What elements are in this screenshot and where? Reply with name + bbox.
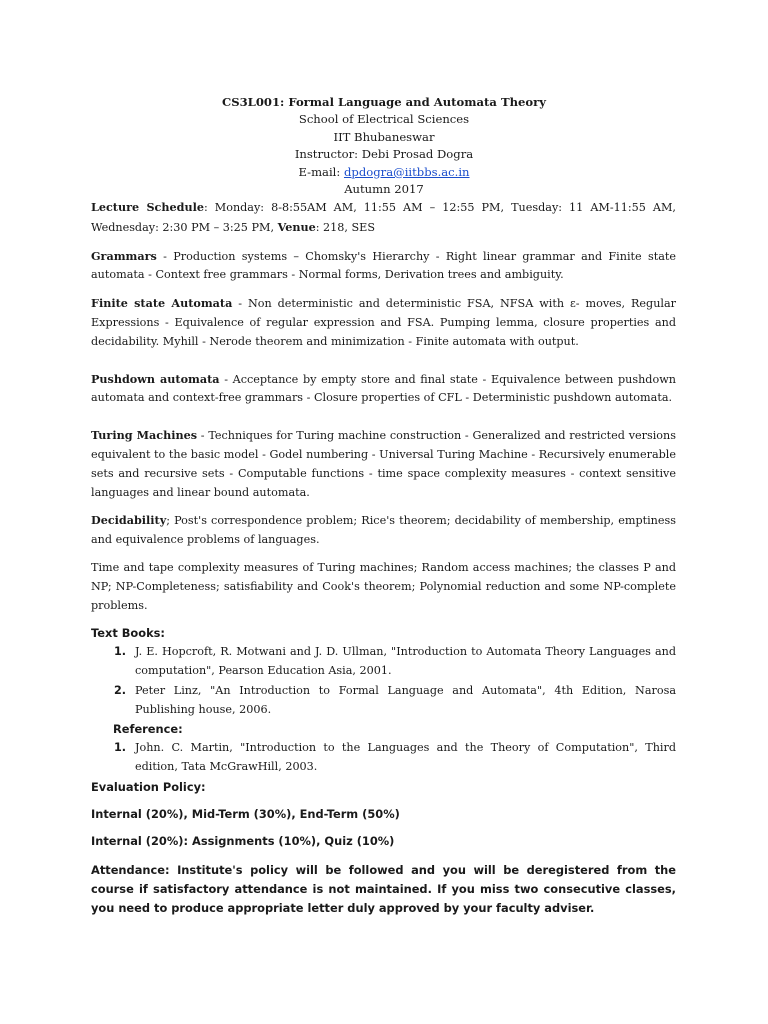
venue-label: Venue	[277, 219, 316, 234]
list-number: 1.	[114, 645, 127, 659]
topic-finite-state-automata	[91, 294, 676, 351]
topic-text: ; Post's correspondence problem; Rice's theorem; decidability of membership, emptiness and equivalence problems of languages.	[91, 514, 676, 547]
document-body	[91, 198, 676, 927]
topic-complexity: Time and tape complexity measures of Turing machines; Random access machines; the classes P and NP; NP-Completeness; satisfiability and Cook's theorem; Polynomial reduction and some NP-complete problems.	[91, 560, 676, 612]
term: Autumn 2017	[344, 182, 424, 197]
list-text: J. E. Hopcroft, R. Motwani and J. D. Ullman, "Introduction to Automata Theory Languages and computation", Pearson Education Asia, 2001.	[135, 645, 676, 677]
topic-text: - Techniques for Turing machine construction - Generalized and restricted versions equivalent to the basic model - Godel numbering - Universal Turing Machine - Recursively enumerable sets and recursive sets - Computable functions - time space complexity measures - context sensitive languages and linear bound automata.	[91, 429, 676, 499]
attendance-policy	[91, 861, 676, 917]
attendance-label: Attendance:	[91, 863, 170, 878]
lecture-schedule	[91, 198, 676, 238]
list-text: Peter Linz, "An Introduction to Formal Language and Automata", 4th Edition, Narosa Publishing house, 2006.	[135, 683, 676, 716]
instructor-name: Instructor: Debi Prosad Dogra	[294, 147, 474, 162]
reference-heading: Reference:	[113, 722, 183, 737]
schedule-label: Lecture Schedule	[91, 200, 204, 214]
topic-label: Grammars	[91, 248, 157, 263]
topic-turing-machines	[91, 426, 676, 502]
list-text: John. C. Martin, "Introduction to the Languages and the Theory of Computation", Third edition, Tata McGrawHill, 2003.	[135, 741, 676, 773]
evaluation-line-2: Internal (20%): Assignments (10%), Quiz (10%)	[91, 834, 395, 849]
schedule-text: : Monday: 8-8:55AM AM, 11:55 AM – 12:55 PM, Tuesday: 11 AM-11:55 AM, Wednesday: 2:30 PM – 3:25 PM,	[91, 201, 676, 234]
evaluation-line-1: Internal (20%), Mid-Term (30%), End-Term (50%)	[91, 806, 400, 821]
evaluation-heading: Evaluation Policy:	[91, 779, 206, 794]
topic-label: Decidability	[91, 513, 167, 528]
topic-text: - Production systems – Chomsky's Hierarchy - Right linear grammar and Finite state automata - Context free grammars - Normal forms, Derivation trees and ambiguity.	[91, 249, 676, 282]
topic-grammars	[91, 247, 676, 286]
venue-text: : 218, SES	[315, 220, 376, 234]
institute-name: IIT Bhubaneswar	[333, 129, 435, 144]
topic-label: Turing Machines	[91, 428, 198, 443]
topic-text: - Acceptance by empty store and final state - Equivalence between pushdown automata and context-free grammars - Closure properties of CFL - Deterministic pushdown automata.	[91, 372, 676, 405]
email-line	[0, 164, 768, 181]
textbooks-heading: Text Books:	[91, 626, 165, 641]
list-item	[91, 739, 676, 777]
topic-pushdown-automata	[91, 370, 676, 409]
reference-list	[91, 739, 676, 777]
list-item	[91, 643, 676, 681]
list-number: 1.	[114, 741, 127, 755]
email-prefix: E-mail:	[298, 164, 344, 179]
email-link[interactable]: dpdogra@iitbbs.ac.in	[343, 164, 470, 179]
topic-text: - Non deterministic and deterministic FSA, NFSA with ε- moves, Regular Expressions - Equivalence of regular expression and FSA. Pumping lemma, closure properties and decidability. Myhill - Nerode theorem and minimization - Finite automata with output.	[91, 297, 676, 348]
course-title: CS3L001: Formal Language and Automata Theory	[222, 95, 546, 109]
topic-label: Finite state Automata	[91, 296, 233, 311]
school-name: School of Electrical Sciences	[298, 112, 470, 127]
attendance-text: Institute's policy will be followed and you will be deregistered from the course if satisfactory attendance is not maintained. If you miss two consecutive classes, you need to produce appropriate letter duly approved by your faculty adviser.	[91, 863, 676, 915]
list-number: 2.	[114, 683, 127, 697]
document-header	[0, 94, 768, 198]
topic-decidability	[91, 511, 676, 550]
list-item	[91, 682, 676, 720]
textbooks-list	[91, 643, 676, 719]
topic-label: Pushdown automata	[91, 371, 220, 386]
